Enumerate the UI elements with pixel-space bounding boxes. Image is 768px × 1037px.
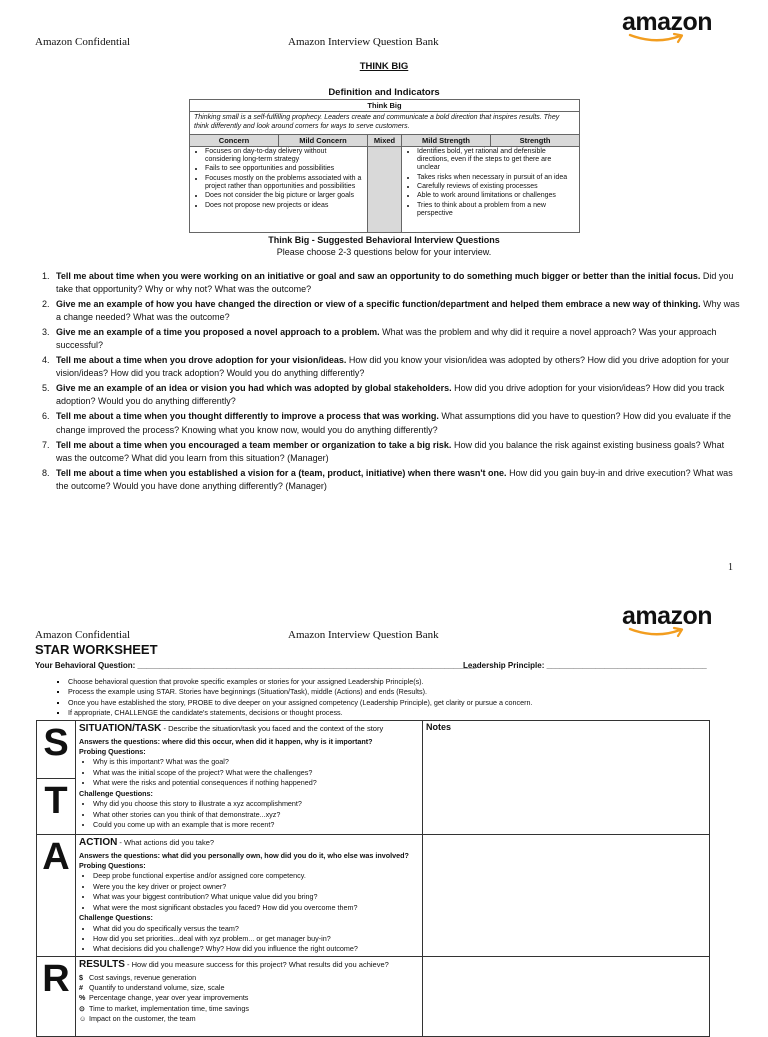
question-item [52,467,740,493]
situation-section [76,721,423,835]
challenge-question: • Why did you choose this story to illustrate a xyz accomplishment? [93,799,419,809]
challenge-question: • How did you set priorities...deal with xyz problem... or get manager buy-in? [93,934,419,944]
situation-answers: Answers the questions: where did this occur, when did it happen, why is it important? [79,736,373,746]
concern-item: • Fails to see opportunities and possibilities [205,165,364,173]
question-lead: Give me an example of a time you proposed a novel approach to a problem. [56,327,380,338]
suggested-title: Think Big - Suggested Behavioral Interview Questions [268,235,500,245]
question-item [52,354,740,380]
result-text: Percentage change, year over year improvements [89,993,249,1003]
page-number: 1 [728,562,733,573]
smile-arrow-icon [628,32,688,44]
question-list [32,270,740,495]
results-description: - How did you measure success for this project? What results did you achieve? [124,960,389,969]
result-item [79,983,419,993]
question-line [35,661,476,670]
dollar-icon: $ [79,972,83,982]
question-lead: Give me an example of how you have changed the direction or view of a specific function/department and helped them embrace a new way of thinking. [56,299,701,310]
question-item [52,439,740,465]
page-title: THINK BIG [359,61,409,72]
concern-item: • Does not propose new projects or ideas [205,202,364,210]
question-followup: What was the problem and why did it require a novel approach? Was your approach successful? [56,327,717,351]
probing-question: • Why is this important? What was the goal? [93,757,419,767]
percent-icon: % [79,993,86,1003]
probing-question: • What were the most significant obstacles you faced? How did you overcome them? [93,903,419,913]
result-text: Cost savings, revenue generation [89,972,197,982]
results-label: RESULTS [79,959,125,970]
result-text: Quantify to understand volume, size, scale [89,982,225,992]
question-followup: Why was a change needed? What was the outcome? [56,299,740,323]
instructions [50,677,750,719]
amazon-logo [622,604,712,638]
smile-arrow-icon [628,626,688,638]
logo-wordmark: amazon [622,8,713,36]
result-text: Impact on the customer, the team [89,1014,196,1024]
col-mild-concern: Mild Concern [278,134,367,146]
leadership-principle-table [189,99,580,233]
question-lead: Tell me about a time when you established a vision for a (team, product, initiative) when there wasn't one. [56,467,507,478]
hash-icon: # [79,982,83,992]
notes-action[interactable] [423,835,710,957]
action-description: - What actions did you take? [117,838,215,847]
definition-title: Definition and Indicators [328,87,440,98]
question-lead: Tell me about a time when you drove adoption for your vision/ideas. [56,355,347,366]
notes-situation[interactable] [423,721,710,835]
header-question-bank: Amazon Interview Question Bank [288,629,439,641]
question-item [52,410,740,436]
situation-description: - Describe the situation/task you faced and the context of the story [161,724,384,733]
star-table [36,720,710,1037]
question-lead: Tell me about a time when you encouraged a team member or organization to take a big risk. [56,439,452,450]
challenge-question: • What decisions did you challenge? Why? How did you influence the right outcome? [93,944,419,954]
instruction-item: ▪ Process the example using STAR. Stories have beginnings (Situation/Task), middle (Actions) and ends (Results). [68,687,750,697]
result-item [79,973,419,983]
results-section [76,957,423,1037]
challenge-label: Challenge Questions: [79,913,153,923]
suggested-subtitle: Please choose 2-3 questions below for your interview. [276,247,492,258]
question-item [52,326,740,352]
challenge-question: • Could you come up with an example that is more recent? [93,820,419,830]
question-item [52,382,740,408]
smiley-icon: ☺ [79,1014,87,1024]
probing-question: • Were you the key driver or project owner? [93,882,419,892]
situation-label: SITUATION/TASK [79,723,162,734]
instruction-item: ▪ If appropriate, CHALLENGE the candidate's statements, decisions or thought process. [68,708,750,718]
question-item [52,298,740,324]
worksheet-title: STAR WORKSHEET [35,642,158,657]
result-item [79,1004,419,1014]
probing-question: • What was the initial scope of the project? What were the challenges? [93,768,419,778]
letter-r: R [37,957,76,1037]
concern-item: • Does not consider the big picture or larger goals [205,192,364,200]
amazon-logo [622,10,712,44]
challenge-question: • What other stories can you think of that demonstrate...xyz? [93,810,419,820]
notes-label: Notes [426,722,452,732]
col-mild-strength: Mild Strength [402,134,491,146]
strength-item: • Able to work around limitations or challenges [417,192,576,200]
results-heading [79,958,419,973]
question-item [52,270,740,296]
question-followup: How did you drive adoption for your vision/ideas? How did you track adoption? Would you do anything differently? [56,383,725,407]
action-heading [79,836,419,851]
letter-t: T [37,779,76,835]
question-followup: How did you gain buy-in and drive execution? What was the outcome? Would you have done anything differently? (Manager) [56,467,733,491]
probing-question: • Deep probe functional expertise and/or assigned core competency. [93,871,419,881]
instruction-item: ▪ Choose behavioral question that provoke specific examples or stories for your assigned Leadership Principle(s). [68,677,750,687]
concern-cell [190,146,368,232]
letter-s: S [37,721,76,779]
action-answers: Answers the questions: what did you personally own, how did you do it, who else was involved? [79,850,409,860]
action-section [76,835,423,957]
clock-icon: ⊙ [79,1003,86,1013]
action-label: ACTION [79,837,118,848]
header-confidential: Amazon Confidential [35,629,131,641]
letter-a: A [37,835,76,957]
probing-label: Probing Questions: [79,860,146,870]
notes-results[interactable] [423,957,710,1037]
col-strength: Strength [491,134,580,146]
concern-item: • Focuses on day-to-day delivery without considering long-term strategy [205,148,364,165]
col-concern: Concern [190,134,279,146]
probing-question: • What were the risks and potential consequences if nothing happened? [93,778,419,788]
principle-line [463,661,707,670]
leadership-principle-field[interactable]: Leadership Principle: ____________________________________ [463,661,707,670]
situation-heading [79,722,419,737]
instruction-item: ▪ Once you have established the story, PROBE to dive deeper on your assigned competency (Leadership Principle), get clarity or pursue a concern. [68,698,750,708]
strength-item: • Carefully reviews of existing processes [417,183,576,191]
question-followup: How did you know your vision/idea was adopted by others? How did you drive adoption for your vision/ideas? How did you track adoption? Would you do anything differently? [56,355,730,379]
strength-item: • Takes risks when necessary in pursuit of an idea [417,174,576,182]
behavioral-question-field[interactable]: Your Behavioral Question: ____________________________________________________________________________ [35,661,476,670]
result-text: Time to market, implementation time, time savings [89,1003,249,1013]
challenge-label: Challenge Questions: [79,788,153,798]
challenge-question: • What did you do specifically versus the team? [93,924,419,934]
col-mixed: Mixed [367,134,401,146]
question-followup: How did you balance the risk against existing business goals? What was the outcome? What did you learn from this situation? (Manager) [56,439,725,463]
probing-question: • What was your biggest contribution? What unique value did you bring? [93,892,419,902]
question-followup: What assumptions did you have to question? How did you evaluate if the change improved the process? Knowing what you know now, would you do anything differently? [56,411,732,435]
mixed-cell [367,146,401,232]
lp-name: Think Big [190,100,580,112]
result-item [79,1014,419,1024]
header-confidential: Amazon Confidential [35,36,131,48]
lp-description: Thinking small is a self-fulfilling prophecy. Leaders create and communicate a bold direction that inspires results. They think differently and look around corners for ways to serve customers. [190,112,580,135]
strength-item: • Tries to think about a problem from a new perspective [417,202,576,219]
result-item [79,993,419,1003]
strength-cell [402,146,580,232]
question-lead: Tell me about a time when you thought differently to improve a process that was working. [56,411,439,422]
logo-wordmark: amazon [622,602,713,630]
concern-item: • Focuses mostly on the problems associated with a project rather than opportunities and possibilities [205,175,364,192]
header-question-bank: Amazon Interview Question Bank [288,36,439,48]
probing-label: Probing Questions: [79,746,146,756]
suggested-questions-header [0,234,768,258]
question-lead: Give me an example of an idea or vision you had which was adopted by global stakeholders. [56,383,452,394]
question-lead: Tell me about time when you were working on an initiative or goal and saw an opportunity to do something much bigger or better than the initial focus. [56,271,701,281]
strength-item: • Identifies bold, yet rational and defensible directions, even if the steps to get there are unclear [417,148,576,173]
question-followup: Did you take that opportunity? Why or why not? What was the outcome? [56,271,734,295]
